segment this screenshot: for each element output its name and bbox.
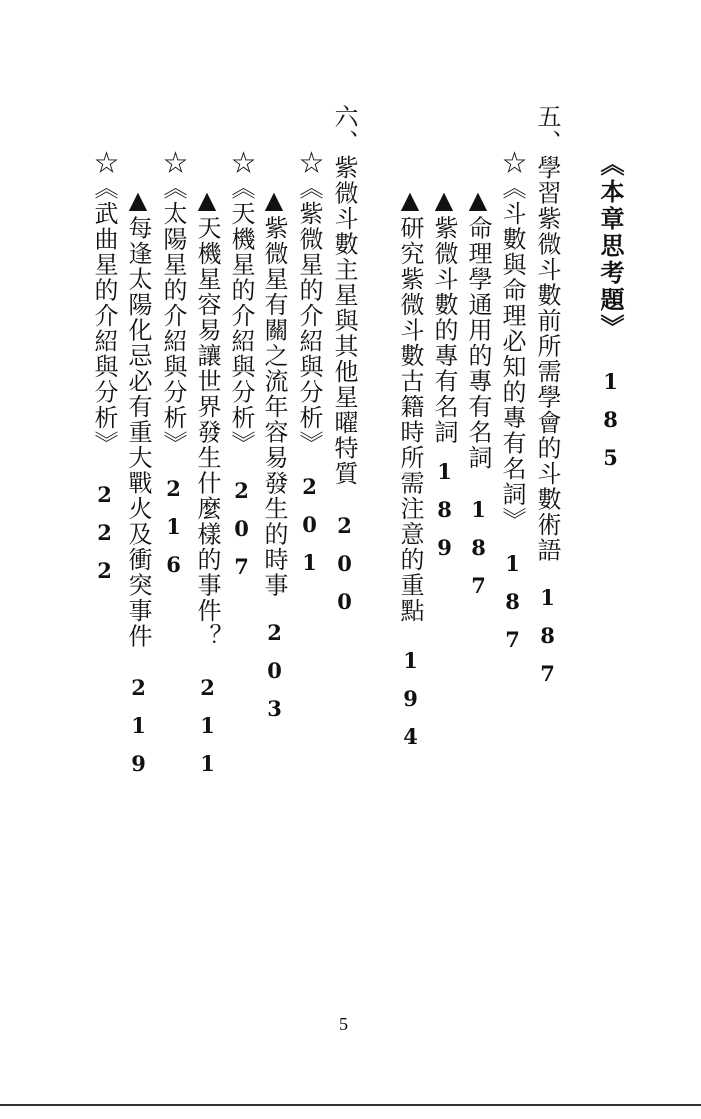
toc-entry-title: ▲紫微斗數的專有名詞 — [430, 186, 458, 445]
toc-entry-page: 187 — [500, 550, 525, 665]
toc-entry-taiyang-events — [126, 186, 150, 789]
toc-entry-page: 203 — [262, 620, 287, 734]
toc-entry-page: 211 — [195, 675, 220, 789]
toc-entry-page: 200 — [332, 512, 357, 627]
toc-entry-title: 六、紫微斗數主星與其他星曜特質 — [330, 104, 358, 487]
toc-entry-ziwei-events — [262, 186, 286, 734]
toc-entry-page: 207 — [229, 478, 254, 592]
toc-entry-wuqu-star — [92, 150, 116, 596]
toc-entry-title: ☆《太陽星的介紹與分析》 — [159, 150, 187, 456]
toc-entry-chapter-questions — [596, 152, 625, 483]
toc-entry-tianji-star — [229, 150, 253, 592]
toc-entry-page: 187 — [535, 585, 560, 699]
page-number: 5 — [339, 1014, 348, 1034]
toc-entry-page: 194 — [398, 647, 423, 762]
toc-entry-tianji-events — [195, 186, 219, 789]
toc-entry-taiyang-star — [161, 150, 185, 590]
toc-entry-title: ☆《武曲星的介紹與分析》 — [90, 150, 118, 456]
toc-entry-title: ▲命理學通用的專有名詞 — [464, 186, 492, 471]
toc-entry-page: 185 — [598, 369, 623, 483]
toc-entry-page: 201 — [297, 474, 322, 588]
toc-entry-section-6 — [332, 104, 356, 627]
toc-entry-title: ☆《斗數與命理必知的專有名詞》 — [498, 150, 526, 533]
toc-entry-title: ☆《天機星的介紹與分析》 — [227, 150, 255, 456]
toc-entry-title: ▲研究紫微斗數古籍時所需注意的重點 — [396, 186, 424, 624]
bottom-divider — [0, 1104, 701, 1106]
toc-entry-page: 216 — [161, 476, 186, 590]
toc-entry-ziwei-terms — [432, 186, 456, 573]
toc-entry-title: 五、學習紫微斗數前所需學會的斗數術語 — [533, 104, 561, 563]
toc-entry-terms-glossary — [500, 150, 524, 665]
toc-entry-title: ☆《紫微星的介紹與分析》 — [295, 150, 323, 456]
toc-entry-ziwei-star — [297, 150, 321, 588]
toc-entry-title: 《本章思考題》 — [596, 152, 625, 341]
toc-entry-title: ▲紫微星有關之流年容易發生的時事 — [260, 186, 288, 598]
toc-entry-page: 189 — [432, 459, 457, 573]
toc-entry-page: 219 — [126, 675, 151, 789]
toc-entry-page: 222 — [92, 482, 117, 596]
toc-entry-page: 187 — [466, 496, 491, 611]
toc-entry-title: ▲每逢太陽化忌必有重大戰火及衝突事件 — [124, 186, 152, 649]
toc-entry-general-terms — [466, 186, 490, 611]
toc-entry-title: ▲天機星容易讓世界發生什麼樣的事件？ — [193, 186, 221, 649]
toc-entry-section-5 — [535, 104, 559, 699]
toc-entry-ancient-texts — [398, 186, 422, 762]
